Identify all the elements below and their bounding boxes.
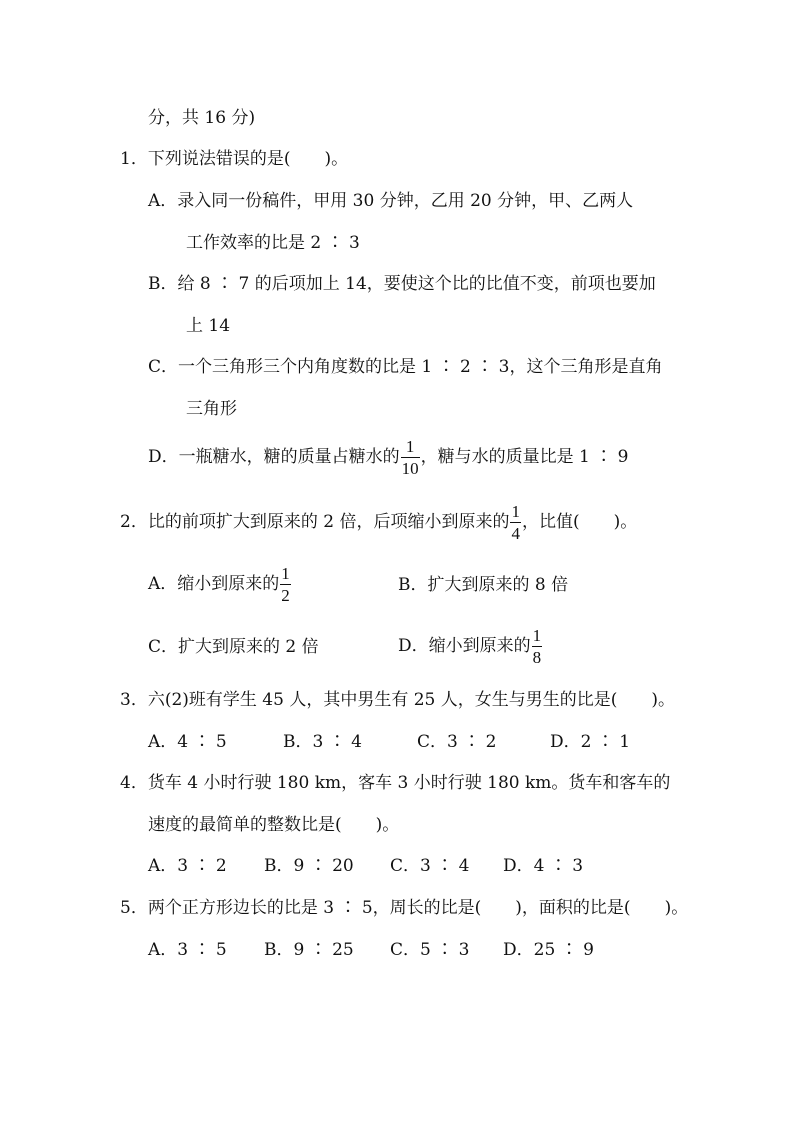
q1-option-b-line1: B．给 8 ∶ 7 的后项加上 14，要使这个比的比值不变，前项也要加 bbox=[148, 274, 656, 294]
q4-option-b: B．9 ∶ 20 bbox=[264, 856, 354, 876]
q2-stem-end: )。 bbox=[613, 512, 638, 532]
q1-option-d-text: D．一瓶糖水，糖的质量占糖水的 bbox=[148, 447, 400, 467]
q1-option-a-line2: 工作效率的比是 2 ∶ 3 bbox=[186, 233, 360, 253]
q3-option-a: A．4 ∶ 5 bbox=[148, 732, 227, 752]
q5-option-c: C．5 ∶ 3 bbox=[390, 940, 470, 960]
q1-option-c-line1: C．一个三角形三个内角度数的比是 1 ∶ 2 ∶ 3，这个三角形是直角 bbox=[148, 357, 663, 377]
q5-stem-text: 5．两个正方形边长的比是 3 ∶ 5，周长的比是( bbox=[120, 898, 482, 918]
fraction-one-eighth bbox=[532, 627, 543, 666]
q1-option-d bbox=[148, 438, 628, 477]
q2-stem-mid: ，比值( bbox=[521, 512, 580, 532]
q2-option-a bbox=[148, 565, 292, 604]
fraction-numerator: 1 bbox=[281, 564, 290, 583]
q3-stem-text: 3．六(2)班有学生 45 人，其中男生有 25 人，女生与男生的比是( bbox=[120, 690, 618, 710]
q3-stem bbox=[120, 692, 675, 709]
q1-option-d-text-end: ，糖与水的质量比是 1 ∶ 9 bbox=[420, 447, 629, 467]
q3-stem-end: )。 bbox=[651, 690, 676, 710]
q3-option-b: B．3 ∶ 4 bbox=[283, 732, 362, 752]
q1-stem bbox=[120, 151, 348, 168]
q1-option-a-line1: A．录入同一份稿件，甲用 30 分钟，乙用 20 分钟，甲、乙两人 bbox=[148, 191, 634, 211]
q4-stem-line1: 4．货车 4 小时行驶 180 km，客车 3 小时行驶 180 km。货车和客车的 bbox=[120, 773, 671, 793]
q3-option-d: D．2 ∶ 1 bbox=[550, 732, 631, 752]
fraction-one-tenth bbox=[401, 438, 420, 477]
q5-stem bbox=[120, 900, 688, 917]
q2-option-b: B．扩大到原来的 8 倍 bbox=[398, 575, 569, 595]
fraction-numerator: 1 bbox=[511, 502, 520, 521]
q4-stem-line2 bbox=[148, 817, 399, 834]
q4-option-d: D．4 ∶ 3 bbox=[503, 856, 584, 876]
q5-stem-end: )。 bbox=[664, 898, 689, 918]
q5-option-a: A．3 ∶ 5 bbox=[148, 940, 227, 960]
q4-option-c: C．3 ∶ 4 bbox=[390, 856, 470, 876]
q1-stem-end: )。 bbox=[324, 149, 349, 169]
q4-option-a: A．3 ∶ 2 bbox=[148, 856, 227, 876]
q1-option-b-line2: 上 14 bbox=[186, 316, 231, 336]
section-header: 分，共 16 分) bbox=[148, 108, 256, 128]
fraction-numerator: 1 bbox=[401, 438, 420, 458]
fraction-denominator: 4 bbox=[511, 524, 520, 543]
q2-option-a-text: A．缩小到原来的 bbox=[148, 574, 280, 594]
fraction-denominator: 10 bbox=[401, 459, 419, 478]
q4-stem-end: )。 bbox=[375, 815, 400, 835]
q1-option-c-line2: 三角形 bbox=[186, 399, 237, 419]
fraction-numerator: 1 bbox=[532, 626, 542, 645]
q2-option-d-text: D．缩小到原来的 bbox=[398, 636, 531, 656]
fraction-one-quarter bbox=[510, 503, 521, 542]
fraction-denominator: 8 bbox=[532, 648, 542, 667]
q2-stem bbox=[120, 503, 637, 542]
q5-option-b: B．9 ∶ 25 bbox=[264, 940, 354, 960]
fraction-one-half bbox=[280, 565, 291, 604]
fraction-denominator: 2 bbox=[281, 586, 290, 605]
q2-option-d bbox=[398, 627, 543, 666]
q2-option-c: C．扩大到原来的 2 倍 bbox=[148, 637, 319, 657]
q2-stem-text: 2．比的前项扩大到原来的 2 倍，后项缩小到原来的 bbox=[120, 512, 510, 532]
q4-stem-text: 速度的最简单的整数比是( bbox=[148, 815, 342, 835]
q1-stem-text: 1．下列说法错误的是( bbox=[120, 149, 291, 169]
q5-option-d: D．25 ∶ 9 bbox=[503, 940, 594, 960]
q5-stem-mid: )，面积的比是( bbox=[515, 898, 631, 918]
q3-option-c: C．3 ∶ 2 bbox=[417, 732, 497, 752]
